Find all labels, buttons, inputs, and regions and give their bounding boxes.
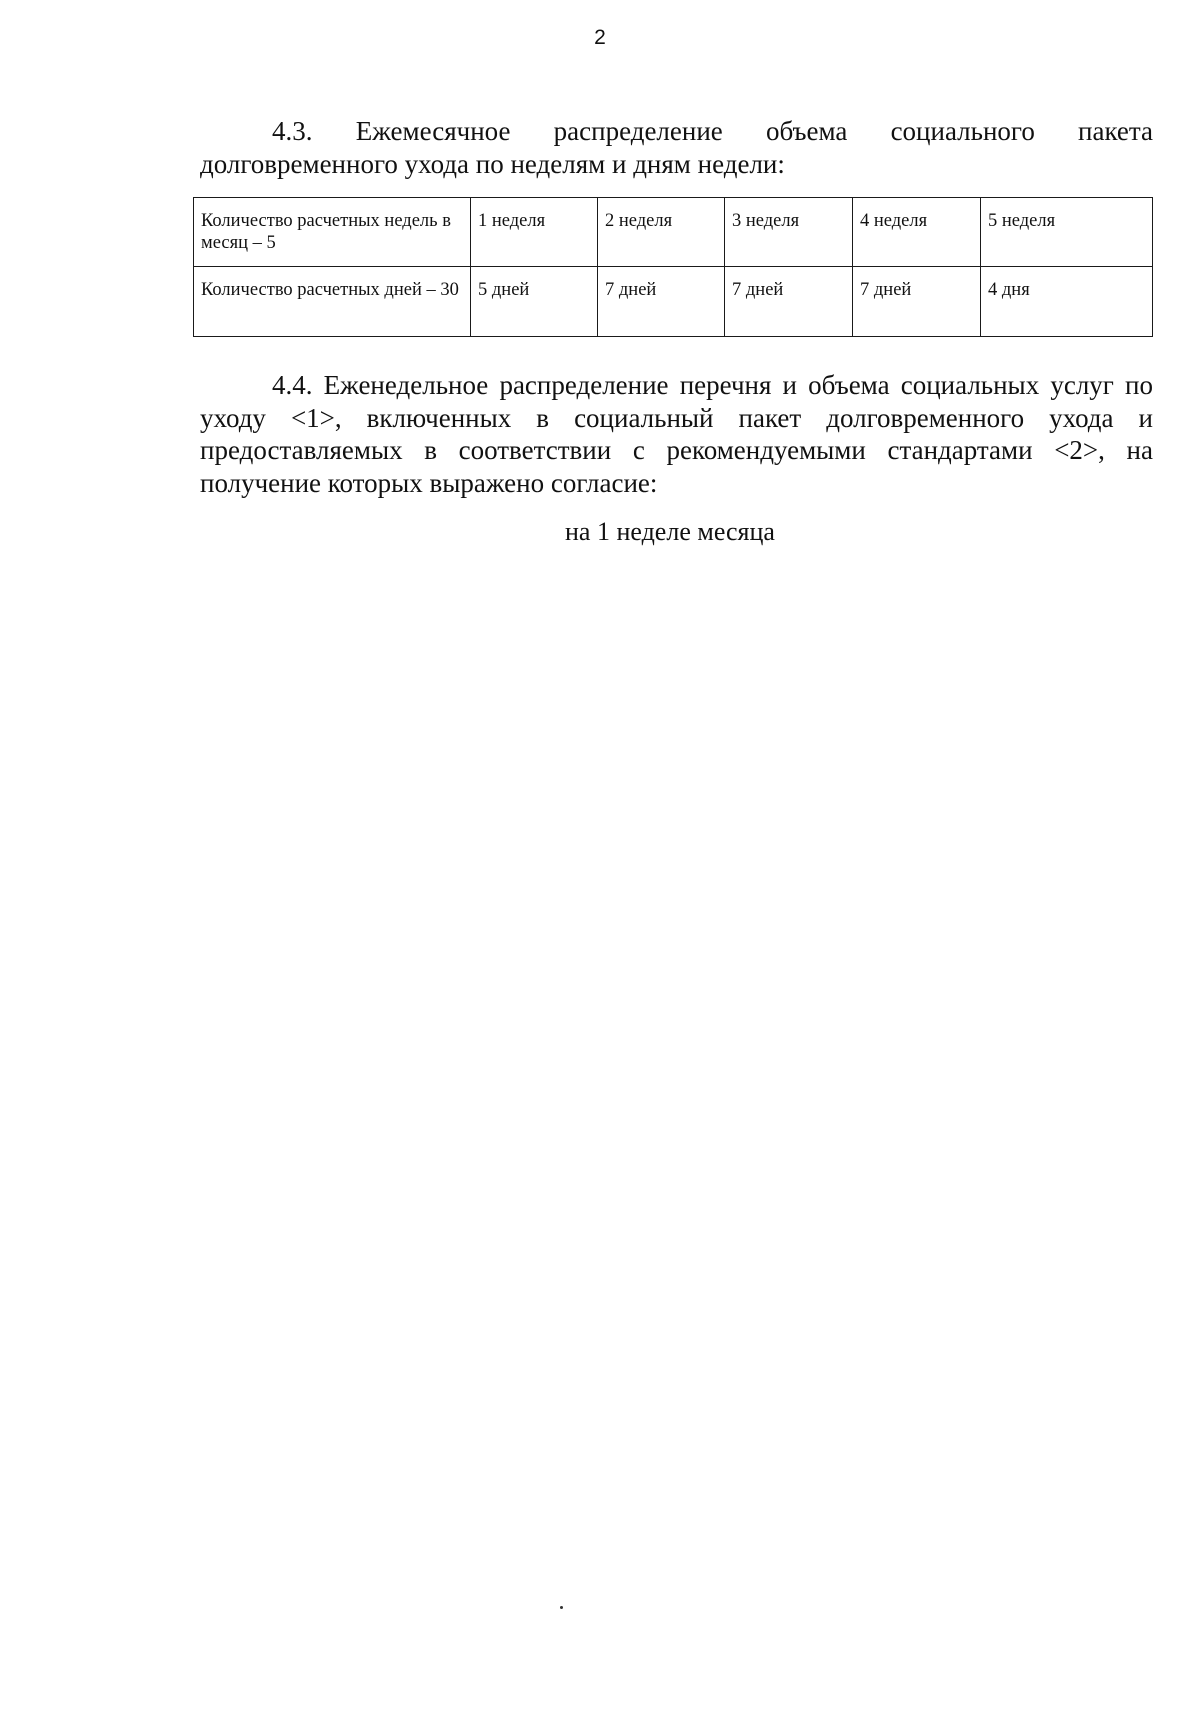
row-label-days: Количество расчетных дней – 30 xyxy=(194,267,471,337)
table-cell: 5 дней xyxy=(471,267,598,337)
table-cell: 3 неделя xyxy=(725,198,853,267)
scan-speck xyxy=(560,1606,563,1609)
section-4-4-paragraph: 4.4. Еженедельное распределение перечня и объема социальных услуг по уходу <1>, включенных в социальный пакет долговременного ухода и предоставляемых в соответствии с рекомендуемыми стандартами <2>, на получение которых выражено согласие: xyxy=(200,370,1153,498)
table-cell: 7 дней xyxy=(725,267,853,337)
table-row xyxy=(194,198,1153,267)
section-4-3-paragraph: 4.3. Ежемесячное распределение объема социального пакета долговременного ухода по неделям и дням недели: xyxy=(200,116,1153,179)
weekly-distribution-table xyxy=(193,197,1153,337)
table-cell: 5 неделя xyxy=(981,198,1153,267)
table-row xyxy=(194,267,1153,337)
table-cell: 1 неделя xyxy=(471,198,598,267)
table-cell: 7 дней xyxy=(853,267,981,337)
table-cell: 2 неделя xyxy=(598,198,725,267)
row-label-weeks: Количество расчетных недель в месяц – 5 xyxy=(194,198,471,267)
week-caption: на 1 неделе месяца xyxy=(565,517,775,546)
table-cell: 7 дней xyxy=(598,267,725,337)
table-cell: 4 дня xyxy=(981,267,1153,337)
page-number: 2 xyxy=(594,26,606,49)
table-cell: 4 неделя xyxy=(853,198,981,267)
